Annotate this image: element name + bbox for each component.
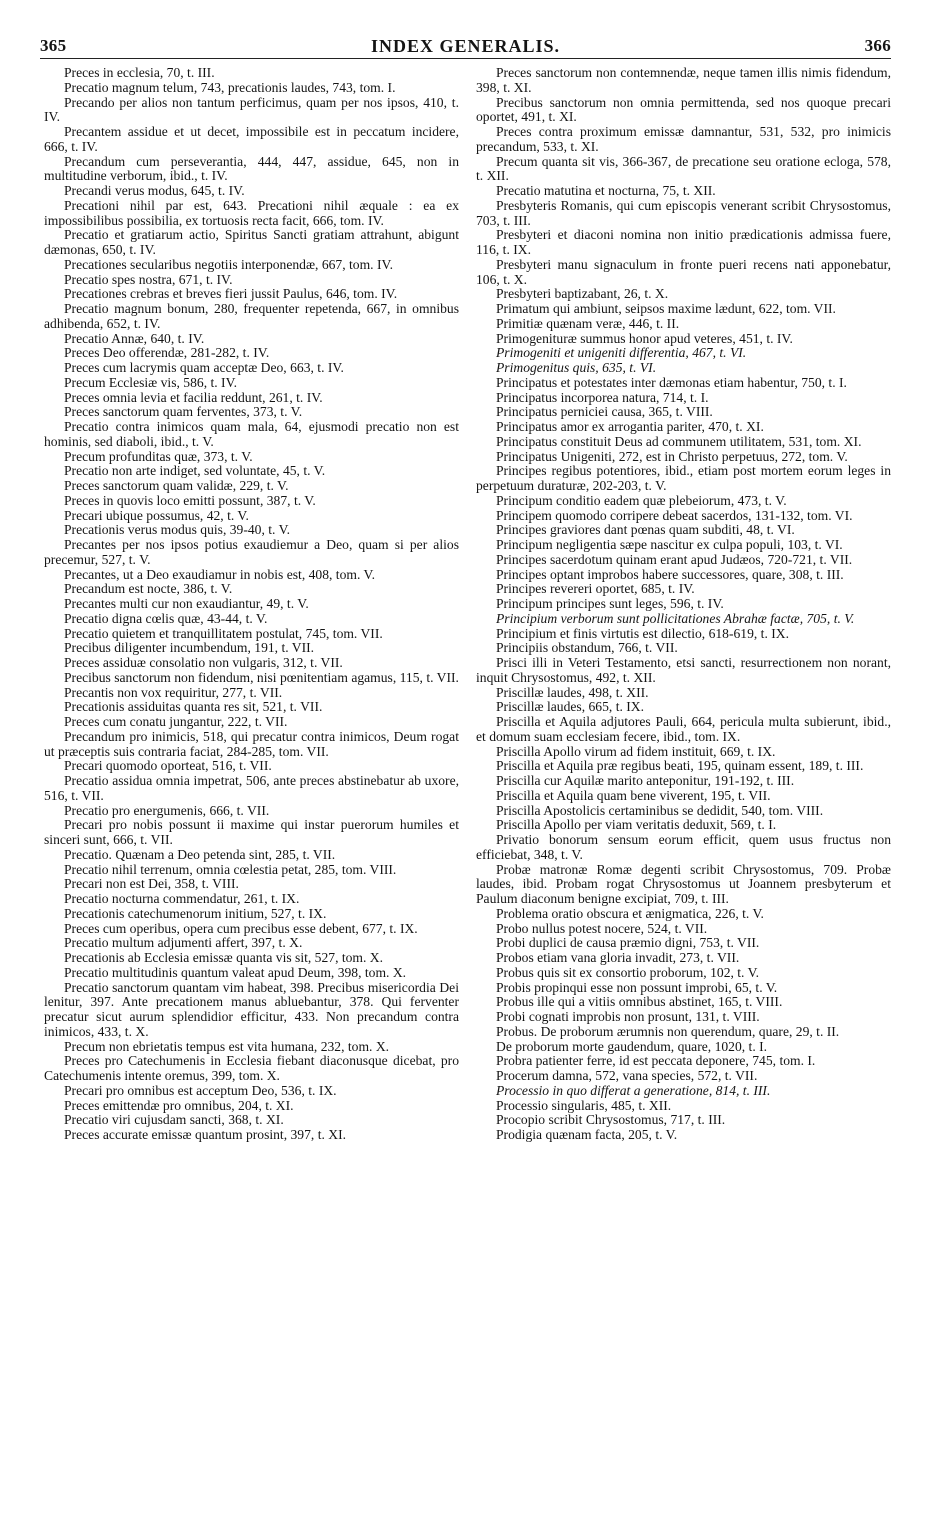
index-entry: Precari quomodo oporteat, 516, t. VII. <box>64 758 272 774</box>
index-entry: Preces emittendæ pro omnibus, 204, t. XI. <box>64 1097 294 1113</box>
index-entry: Priscillæ laudes, 665, t. IX. <box>496 699 645 715</box>
index-entry: Precationis verus modus quis, 39-40, t. V. <box>64 522 291 538</box>
index-entry: Preces cum operibus, opera cum precibus esse debent, 677, t. IX. <box>64 920 418 936</box>
index-entry: Principes graviores dant pœnas quam subditi, 48, t. VI. <box>496 522 795 538</box>
index-entry: Precantes multi cur non exaudiantur, 49, t. V. <box>64 596 309 611</box>
index-entry: Precantis non vox requiritur, 277, t. VII. <box>64 684 283 700</box>
index-entry: Primatum qui ambiunt, seipsos maxime lædunt, 622, tom. VII. <box>496 301 836 316</box>
index-entry: Probi duplici de causa præmio digni, 753, t. VII. <box>496 935 760 951</box>
index-entry: Principes revereri oportet, 685, t. IV. <box>496 581 695 597</box>
index-entry: Precatio. Quænam a Deo petenda sint, 285, t. VII. <box>64 846 336 862</box>
index-entry: Precando per alios non tantum perficimus, quam per nos ipsos, 410, t. IV. <box>44 94 459 125</box>
index-entry: Precatio quietem et tranquillitatem postulat, 745, tom. VII. <box>64 625 383 641</box>
index-entry: Principatus Unigeniti, 272, est in Christo perpetuus, 272, tom. V. <box>496 448 848 464</box>
index-entry: Precandi verus modus, 645, t. IV. <box>64 183 245 198</box>
index-entry: Precantem assidue et ut decet, impossibile est in peccatum incidere, 666, t. IV. <box>44 124 459 154</box>
index-entry: Priscilla et Aquila quam bene viverent, 195, t. VII. <box>496 787 771 803</box>
index-entry: Primogenitus quis, 635, t. VI. <box>496 360 657 375</box>
index-entry: Precatio matutina et nocturna, 75, t. XII. <box>496 183 716 198</box>
index-entry: Principum negligentia sæpe nascitur ex culpa populi, 103, t. VI. <box>496 537 843 552</box>
index-entry: Precatio viri cujusdam sancti, 368, t. XI. <box>64 1112 284 1128</box>
index-entry: Probo nullus potest nocere, 524, t. VII. <box>496 920 708 936</box>
index-entry: Precationes secularibus negotiis interponendæ, 667, tom. IV. <box>64 256 393 272</box>
index-entry: Precari pro omnibus est acceptum Deo, 536, t. IX. <box>64 1082 337 1098</box>
index-entry: Precibus sanctorum non omnia permittenda, sed nos quoque precari oportet, 491, t. XI. <box>476 94 891 125</box>
index-entry: Privatio bonorum sensum eorum efficit, quem usus fructus non efficiebat, 348, t. V. <box>476 832 891 862</box>
index-entry: Precum non ebrietatis tempus est vita humana, 232, tom. X. <box>64 1038 390 1054</box>
index-entry: Precationis ab Ecclesia emissæ quanta vis sit, 527, tom. X. <box>64 950 384 965</box>
index-entry: Priscilla et Aquila adjutores Pauli, 664, pericula multa subierunt, ibid., et domum suam ecclesiam fecere, ibid., tom. IX. <box>476 714 891 744</box>
index-entry: Precandum cum perseverantia, 444, 447, assidue, 645, non in multitudine verborum, ibid., t. IV. <box>44 153 459 184</box>
index-entry: Preces cum conatu jungantur, 222, t. VII. <box>64 714 288 729</box>
index-entry: Probra patienter ferre, id est peccata deponere, 745, tom. I. <box>496 1053 816 1069</box>
index-entry: Preces contra proximum emissæ damnantur, 531, 532, pro inimicis precandum, 533, t. XI. <box>476 124 891 154</box>
index-entry: Precari non est Dei, 358, t. VIII. <box>64 876 239 892</box>
index-entry: Priscilla cur Aquilæ marito anteponitur, 191-192, t. III. <box>496 773 795 788</box>
header-rule <box>40 58 891 59</box>
index-entry: Precationis assiduitas quanta res sit, 521, t. VII. <box>64 699 323 715</box>
index-entry: Priscilla Apostolicis certaminibus se dedidit, 540, tom. VIII. <box>496 802 824 818</box>
index-entry: Probus ille qui a vitiis omnibus abstinet, 165, t. VIII. <box>496 994 783 1010</box>
index-entry: De proborum morte gaudendum, quare, 1020, t. I. <box>496 1038 768 1054</box>
index-entry: Precatio magnum telum, 743, precationis laudes, 743, tom. I. <box>64 79 396 95</box>
index-entry: Precibus diligenter incumbendum, 191, t. VII. <box>64 640 315 656</box>
index-entry: Preces in quovis loco emitti possunt, 387, t. V. <box>64 492 316 508</box>
running-title: INDEX GENERALIS. <box>370 36 561 56</box>
index-entry: Preces sanctorum quam ferventes, 373, t. V. <box>64 404 303 420</box>
index-entry: Prisci illi in Veteri Testamento, etsi sancti, resurrectionem non norant, inquit Chrysostomus, 492, t. XII. <box>476 655 891 685</box>
index-entry: Primogenituræ summus honor apud veteres, 451, t. IV. <box>496 330 793 346</box>
index-entry: Presbyteri manu signaculum in fronte pueri recens nati apponebatur, 106, t. X. <box>476 256 891 287</box>
index-entry: Precandum est nocte, 386, t. V. <box>64 581 233 597</box>
index-entry: Procopio scribit Chrysostomus, 717, t. III. <box>496 1112 726 1128</box>
right-column <box>476 66 891 1143</box>
index-entry: Primitiæ quænam veræ, 446, t. II. <box>496 315 680 331</box>
index-entry: Principum principes sunt leges, 596, t. IV. <box>496 596 724 611</box>
index-entry: Principes sacerdotum quinam erant apud Judæos, 720-721, t. VII. <box>496 551 853 567</box>
index-entry: Precum Ecclesiæ vis, 586, t. IV. <box>64 374 238 390</box>
page-number-left: 365 <box>40 36 67 55</box>
index-entry: Principem quomodo corripere debeat sacerdos, 131-132, tom. VI. <box>496 507 853 523</box>
index-entry: Preces Deo offerendæ, 281-282, t. IV. <box>64 345 270 361</box>
index-entry: Precum profunditas quæ, 373, t. V. <box>64 448 253 464</box>
index-entry: Principium verborum sunt pollicitationes Abrahæ factæ, 705, t. V. <box>496 610 855 626</box>
index-entry: Prodigia quænam facta, 205, t. V. <box>496 1127 678 1142</box>
index-entry: Precatio Annæ, 640, t. IV. <box>64 330 205 346</box>
index-entry: Preces cum lacrymis quam acceptæ Deo, 663, t. IV. <box>64 360 344 375</box>
index-entry: Processio in quo differat a generatione, 814, t. III. <box>496 1082 771 1098</box>
index-entry: Precationis catechumenorum initium, 527, t. IX. <box>64 905 327 921</box>
index-entry: Precatio nocturna commendatur, 261, t. IX. <box>64 891 300 906</box>
index-entry: Preces omnia levia et facilia reddunt, 261, t. IV. <box>64 389 323 405</box>
page-number-right: 366 <box>864 36 891 55</box>
index-entry: Precari pro nobis possunt ii maxime qui instar puerorum humiles et sinceri sunt, 666, t. VII. <box>44 817 459 847</box>
index-entry: Priscilla et Aquila præ regibus beati, 195, quinam essent, 189, t. III. <box>496 758 864 774</box>
index-entry: Preces assiduæ consolatio non vulgaris, 312, t. VII. <box>64 655 343 670</box>
index-entry: Precatio pro energumenis, 666, t. VII. <box>64 802 270 818</box>
index-entry: Precationi nihil par est, 643. Precationi nihil æquale : ea ex impossibilibus possibilia, ex tortuosis recta facit, 666, tom. IV. <box>44 197 459 228</box>
index-entry: Probos etiam vana gloria invadit, 273, t. VII. <box>496 950 740 965</box>
index-entry: Probi cognati improbis non prosunt, 131, t. VIII. <box>496 1009 760 1024</box>
index-entry: Principatus perniciei causa, 365, t. VIII. <box>496 404 713 420</box>
index-entry: Preces pro Catechumenis in Ecclesia fiebant diaconusque dicebat, pro Catechumenis intente oremus, 399, tom. X. <box>44 1053 459 1083</box>
index-entry: Precatio digna cœlis quæ, 43-44, t. V. <box>64 610 268 626</box>
index-entry: Procerum damna, 572, vana species, 572, t. VII. <box>496 1068 758 1083</box>
index-entry: Precantes per nos ipsos potius exaudiemur a Deo, quam si per alios precemur, 527, t. V. <box>44 537 459 567</box>
index-entry: Precatio et gratiarum actio, Spiritus Sancti gratiam attrahunt, abigunt dæmonas, 650, t. IV. <box>44 227 459 257</box>
index-entry: Probus. De proborum ærumnis non querendum, quare, 29, t. II. <box>496 1023 840 1039</box>
index-entry: Preces in ecclesia, 70, t. III. <box>64 65 215 80</box>
index-entry: Precibus sanctorum non fidendum, nisi pœnitentiam agamus, 115, t. VII. <box>64 669 459 685</box>
index-entry: Principium et finis virtutis est dilectio, 618-619, t. IX. <box>496 625 789 641</box>
index-entry: Priscilla Apollo per viam veritatis deduxit, 569, t. I. <box>496 817 777 833</box>
index-entry: Principes optant improbos habere successores, quare, 308, t. III. <box>496 566 844 582</box>
index-entry: Principiis obstandum, 766, t. VII. <box>496 640 678 656</box>
index-entry: Principatus et potestates inter dæmonas etiam habentur, 750, t. I. <box>496 374 847 390</box>
index-entry: Primogeniti et unigeniti differentia, 467, t. VI. <box>496 345 747 361</box>
index-entry: Precatio nihil terrenum, omnia cœlestia petat, 285, tom. VIII. <box>64 861 397 877</box>
index-entry: Preces sanctorum quam validæ, 229, t. V. <box>64 478 289 493</box>
index-entry: Principatus constituit Deus ad communem utilitatem, 531, tom. XI. <box>496 433 862 449</box>
index-entry: Priscilla Apollo virum ad fidem instituit, 669, t. IX. <box>496 743 776 759</box>
index-entry: Principum conditio eadem quæ plebeiorum, 473, t. V. <box>496 492 787 508</box>
index-entry: Probis propinqui esse non possunt improbi, 65, t. V. <box>496 979 778 995</box>
index-entry: Principes regibus potentiores, ibid., etiam post mortem eorum leges in perpetuum duraturæ, 202-203, t. V. <box>476 463 891 493</box>
index-entry: Precari ubique possumus, 42, t. V. <box>64 507 249 523</box>
index-entry: Precandum pro inimicis, 518, qui precatur contra inimicos, Deum rogat ut præceptis suis contraria faciat, 284-285, tom. VII. <box>44 728 459 759</box>
index-entry: Probus quis sit ex consortio proborum, 102, t. V. <box>496 964 760 980</box>
index-entry: Processio singularis, 485, t. XII. <box>496 1097 672 1113</box>
index-entry: Preces accurate emissæ quantum prosint, 397, t. XI. <box>64 1127 347 1142</box>
index-entry: Precatio spes nostra, 671, t. IV. <box>64 271 233 287</box>
index-entry: Priscillæ laudes, 498, t. XII. <box>496 684 649 700</box>
index-entry: Precatio multum adjumenti affert, 397, t. X. <box>64 935 303 951</box>
index-entry: Precationes crebras et breves fieri jussit Paulus, 646, tom. IV. <box>64 286 398 302</box>
index-entry: Precatio contra inimicos quam mala, 64, ejusmodi precatio non est hominis, sed diaboli, ibid., t. V. <box>44 419 459 449</box>
index-entry: Precatio non arte indiget, sed voluntate, 45, t. V. <box>64 463 326 479</box>
index-entry: Presbyteri baptizabant, 26, t. X. <box>496 286 669 302</box>
index-entry: Precatio sanctorum quantam vim habeat, 398. Precibus misericordia Dei lenitur, 397. Ante precationem manus abluebantur, 378. Qui ferventer precatur sicut aurum splendidior efficitur, 433. Non precandum contra inimicos, 433, t. X. <box>44 979 459 1039</box>
index-entry: Preces sanctorum non contemnendæ, neque tamen illis nimis fidendum, 398, t. XI. <box>476 65 891 95</box>
index-entry: Precantes, ut a Deo exaudiamur in nobis est, 408, tom. V. <box>64 566 375 582</box>
index-entry: Presbyteris Romanis, qui cum episcopis venerant scribit Chrysostomus, 703, t. III. <box>476 197 891 228</box>
index-entry: Precatio magnum bonum, 280, frequenter repetenda, 667, in omnibus adhibenda, 652, t. IV. <box>44 301 459 331</box>
index-entry: Probæ matronæ Romæ degenti scribit Chrysostomus, 709. Probæ laudes, ibid. Probam rogat Chrysostomus ut Joannem presbyterum et Paulum diaconum benigne excipiat, 709, t. III. <box>476 861 891 906</box>
index-entry: Precum quanta sit vis, 366-367, de precatione seu oratione ecloga, 578, t. XII. <box>476 153 891 184</box>
index-entry: Problema oratio obscura et ænigmatica, 226, t. V. <box>496 905 764 921</box>
index-entry: Precatio assidua omnia impetrat, 506, ante preces abstinebatur ab uxore, 516, t. VII. <box>44 773 459 803</box>
index-entry: Presbyteri et diaconi nomina non initio prædicationis admissa fuere, 116, t. IX. <box>476 227 891 257</box>
index-entry: Principatus incorporea natura, 714, t. I. <box>496 389 709 405</box>
left-column <box>44 66 459 1143</box>
index-entry: Principatus amor ex arrogantia pariter, 470, t. XI. <box>496 419 764 434</box>
index-entry: Precatio multitudinis quantum valeat apud Deum, 398, tom. X. <box>64 964 407 980</box>
